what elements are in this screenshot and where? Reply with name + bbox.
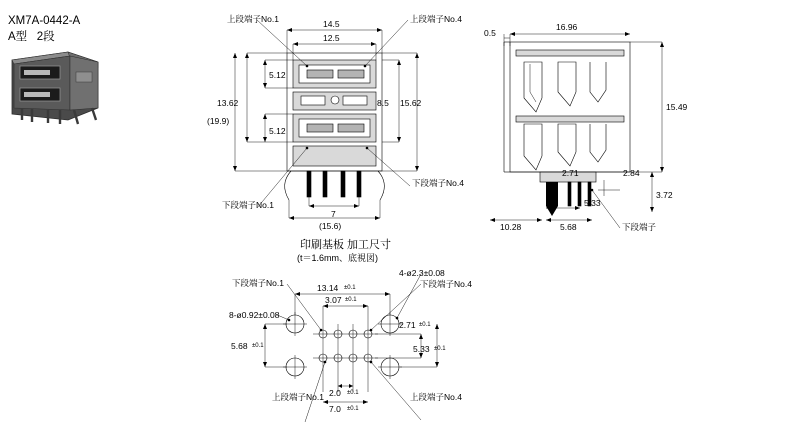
svg-text:2.71: 2.71 — [562, 168, 579, 178]
svg-text:5.33: 5.33 — [413, 344, 430, 354]
svg-text:13.14: 13.14 — [317, 283, 339, 293]
svg-text:5.68: 5.68 — [560, 222, 577, 232]
front-callout-upper-no1: 上段端子No.1 — [227, 14, 279, 24]
svg-text:15.62: 15.62 — [400, 98, 422, 108]
svg-text:±0.1: ±0.1 — [252, 343, 264, 349]
svg-text:15.49: 15.49 — [666, 102, 688, 112]
svg-text:0.5: 0.5 — [484, 28, 496, 38]
svg-text:3.07: 3.07 — [325, 295, 342, 305]
pcb-callout-upper-no4: 上段端子No.4 — [410, 392, 462, 402]
front-callout-lower-no4: 下段端子No.4 — [412, 178, 464, 188]
svg-text:2.71: 2.71 — [399, 320, 416, 330]
svg-text:±0.1: ±0.1 — [434, 346, 446, 352]
front-callout-upper-no4: 上段端子No.4 — [410, 14, 462, 24]
part-number-label: XM7A-0442-A — [8, 15, 81, 27]
svg-text:±0.1: ±0.1 — [345, 297, 357, 303]
svg-text:14.5: 14.5 — [323, 19, 340, 29]
svg-text:10.28: 10.28 — [500, 222, 522, 232]
side-view — [480, 20, 710, 245]
pcb-dim-hole-large: 4-ø2.3±0.08 — [399, 268, 445, 278]
pcb-subtitle: (t＝1.6mm、底視図) — [297, 253, 379, 263]
svg-text:16.96: 16.96 — [556, 22, 578, 32]
svg-text:±0.1: ±0.1 — [419, 322, 431, 328]
product-photo — [8, 46, 104, 128]
svg-text:7: 7 — [331, 209, 336, 219]
pcb-title: 印刷基板 加工尺寸 — [300, 239, 392, 251]
svg-text:2.0: 2.0 — [329, 388, 341, 398]
pcb-callout-upper-no1: 上段端子No.1 — [272, 392, 324, 402]
svg-text:±0.1: ±0.1 — [344, 285, 356, 291]
svg-text:±0.1: ±0.1 — [347, 406, 359, 412]
pcb-dim-hole-small: 8-ø0.92±0.08 — [229, 310, 280, 320]
side-callout-lower-terminal: 下段端子 — [622, 222, 657, 232]
front-callout-lower-no1: 下段端子No.1 — [222, 200, 274, 210]
type-label: A型 2段 — [8, 31, 55, 43]
svg-text:5.12: 5.12 — [269, 126, 286, 136]
svg-text:±0.1: ±0.1 — [347, 390, 359, 396]
svg-text:(15.6): (15.6) — [319, 221, 342, 231]
svg-text:(19.9): (19.9) — [207, 116, 230, 126]
svg-text:7.0: 7.0 — [329, 404, 341, 414]
pcb-callout-lower-no1: 下段端子No.1 — [232, 278, 284, 288]
svg-text:5.33: 5.33 — [584, 198, 601, 208]
svg-text:5.68: 5.68 — [231, 341, 248, 351]
svg-text:12.5: 12.5 — [323, 33, 340, 43]
svg-text:8.5: 8.5 — [377, 98, 389, 108]
svg-text:13.62: 13.62 — [217, 98, 239, 108]
pcb-callout-lower-no4: 下段端子No.4 — [420, 279, 472, 289]
svg-text:3.72: 3.72 — [656, 190, 673, 200]
svg-text:2.84: 2.84 — [623, 168, 640, 178]
svg-text:5.12: 5.12 — [269, 70, 286, 80]
